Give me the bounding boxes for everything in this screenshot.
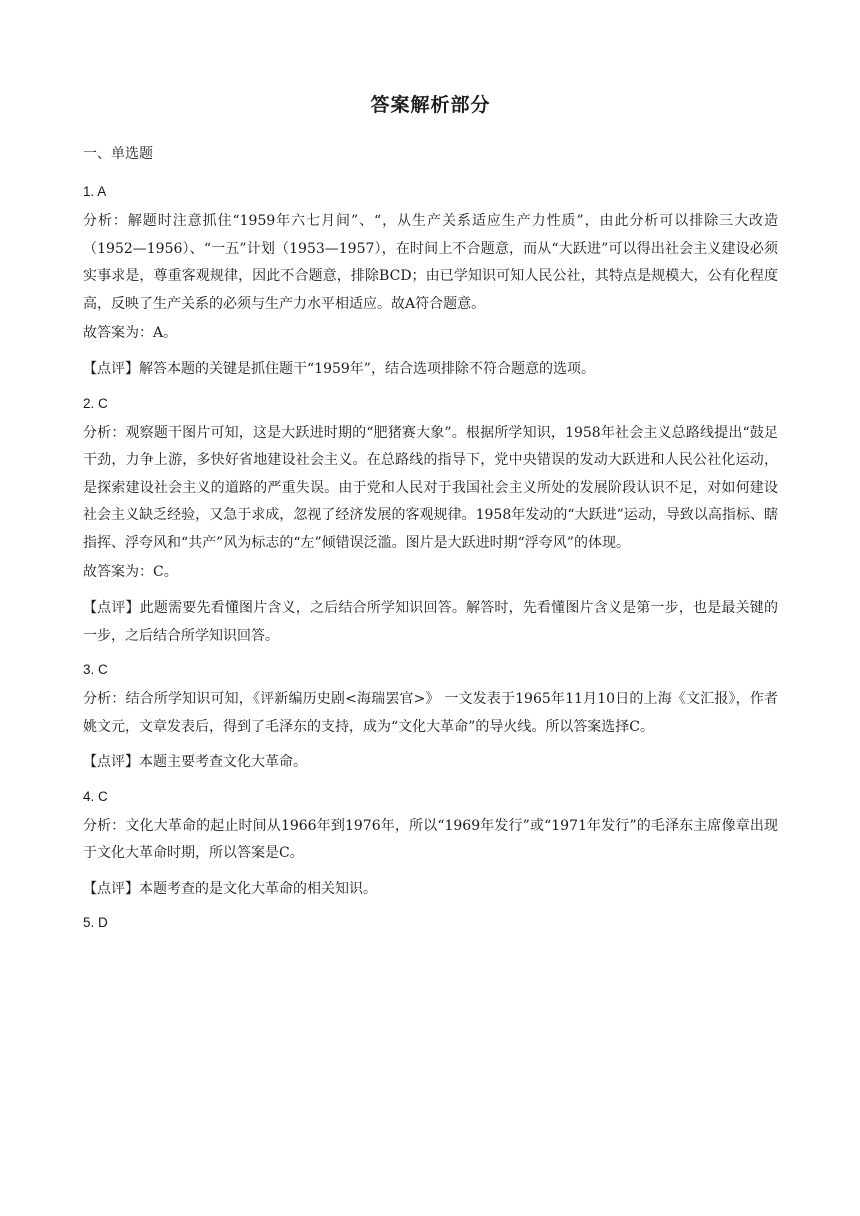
section-heading: 一、单选题 — [83, 146, 153, 162]
question-analysis: 分析：观察题干图片可知，这是大跃进时期的“肥猪赛大象”。根据所学知识，1958年社会主义总路线提出“鼓足干劲，力争上游，多快好省地建设社会主义。在总路线的指导下，党中央错误的发动大跃进和人民公社化运动，是探索建设社会主义的道路的严重失误。由于党和人民对于我国社会主义所处的发展阶段认识不足，对如何建设社会主义缺乏经验，又急于求成，忽视了经济发展的客观规律。1958年发动的“大跃进”运动，导致以高指标、瞎指挥、浮夸风和“共产”风为标志的“左”倾错误泛滥。图片是大跃进时期“浮夸风”的体现。 — [83, 424, 778, 551]
question-analysis: 分析：文化大革命的起止时间从1966年到1976年，所以“1969年发行”或“1971年发行”的毛泽东主席像章出现于文化大革命时期，所以答案是C。 — [83, 817, 778, 861]
question-comment: 【点评】本题考查的是文化大革命的相关知识。 — [83, 880, 377, 897]
question-block-1 — [83, 182, 778, 384]
question-number: 3. C — [83, 662, 108, 677]
question-block-4 — [83, 787, 778, 904]
question-answer: 故答案为：C。 — [83, 564, 178, 580]
question-number: 2. C — [83, 395, 108, 411]
question-block-2 — [83, 394, 778, 651]
question-comment: 【点评】解答本题的关键是抓住题干“1959年”，结合选项排除不符合题意的选项。 — [83, 361, 595, 377]
question-number: 4. C — [83, 788, 108, 804]
question-analysis: 分析：结合所学知识可知，《评新编历史剧<海瑞罢官>》 一文发表于1965年11月10日的上海《文汇报》，作者姚文元，文章发表后，得到了毛泽东的支持，成为“文化大革命”的导火线。所以答案选择C。 — [83, 691, 778, 735]
question-answer: 故答案为：A。 — [83, 325, 178, 341]
question-comment: 【点评】此题需要先看懂图片含义，之后结合所学知识回答。解答时，先看懂图片含义是第一步，也是最关键的一步，之后结合所学知识回答。 — [83, 600, 778, 644]
question-block-3 — [83, 660, 778, 777]
page-title: 答案解析部分 — [370, 94, 491, 116]
question-comment: 【点评】本题主要考查文化大革命。 — [83, 754, 307, 770]
question-number: 1. A — [83, 184, 107, 199]
question-analysis: 分析：解题时注意抓住“1959年六七月间”、“，从生产关系适应生产力性质”，由此分析可以排除三大改造（1952—1956）、“一五”计划（1953—1957），在时间上不合题意，而从“大跃进”可以得出社会主义建设必须实事求是，尊重客观规律，因此不合题意，排除BCD；由已学知识可知人民公社，其特点是规模大，公有化程度高，反映了生产关系的必须与生产力水平相适应。故A符合题意。 — [83, 213, 778, 312]
question-block-5 — [83, 913, 778, 933]
question-number: 5. D — [83, 915, 108, 930]
